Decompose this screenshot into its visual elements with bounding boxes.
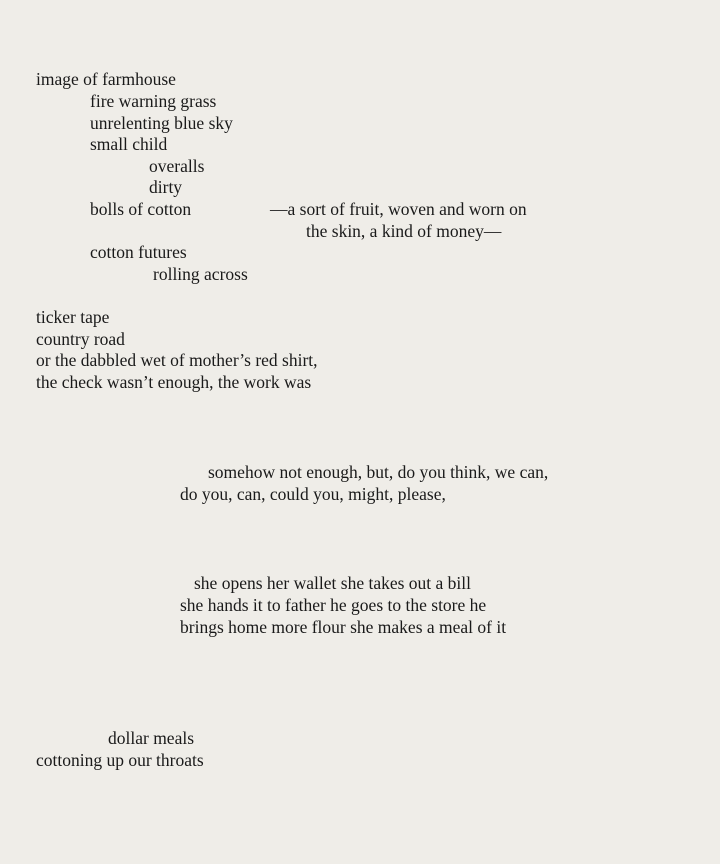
- poem-line: cotton futures: [90, 242, 187, 262]
- poem-line: she opens her wallet she takes out a bill: [194, 573, 472, 593]
- poem-line: brings home more flour she makes a meal of it: [180, 617, 507, 637]
- poem-line: she hands it to father he goes to the store he: [180, 595, 487, 615]
- poem-line: country road: [36, 329, 125, 349]
- poem-line: rolling across: [153, 264, 248, 284]
- poem-line: cottoning up our throats: [36, 750, 204, 770]
- poem-line: ticker tape: [36, 307, 110, 327]
- poem-aside-line: —a sort of fruit, woven and worn on: [270, 199, 527, 219]
- poem-aside-line: the skin, a kind of money—: [306, 221, 502, 241]
- poem-line: the check wasn’t enough, the work was: [36, 372, 312, 392]
- poem-line: fire warning grass: [90, 91, 217, 111]
- poem-line: image of farmhouse: [36, 69, 176, 89]
- poem-line: do you, can, could you, might, please,: [180, 484, 446, 504]
- poem-line: dollar meals: [108, 728, 195, 748]
- poem-line: or the dabbled wet of mother’s red shirt,: [36, 350, 318, 370]
- poem-line: bolls of cotton: [90, 199, 192, 219]
- poem-line: dirty: [149, 177, 183, 197]
- poem-line: unrelenting blue sky: [90, 113, 233, 133]
- poem-line: small child: [90, 134, 168, 154]
- poem-line: overalls: [149, 156, 205, 176]
- poem-line: somehow not enough, but, do you think, we can,: [208, 462, 549, 482]
